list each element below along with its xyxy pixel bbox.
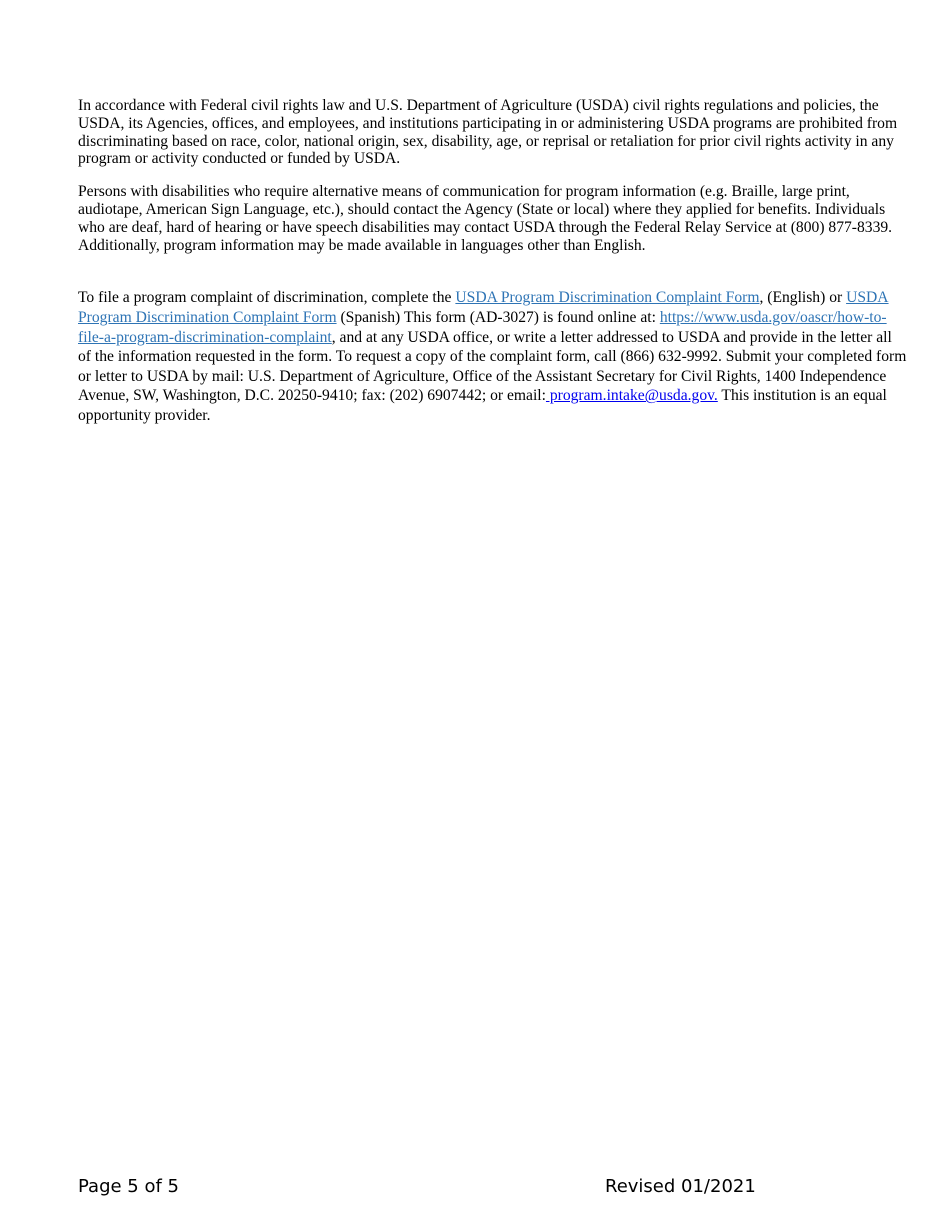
intake-email-link[interactable]: program.intake@usda.gov. — [545, 387, 718, 405]
complaint-form-spanish-link[interactable]: USDA Program Discrimination Complaint Form — [78, 289, 889, 326]
civil-rights-paragraph: In accordance with Federal civil rights law and U.S. Department of Agriculture (USDA) civil rights regulations and policies, the USDA, its Agencies, offices, and employees, and institutions participating in or administering USDA programs are prohibited from discriminating based on race, color, national origin, sex, disability, age, or reprisal or retaliation for prior civil rights activity in any program or activity conducted or funded by USDA. — [78, 97, 898, 168]
complaint-paragraph — [78, 288, 908, 425]
complaint-text-mail: , and at any USDA office, or write a letter addressed to USDA and provide in the letter all of the information requested in the form. To request a copy of the complaint form, call (866) 632-9992. Submit your completed form or letter to USDA by mail: U.S. Department of Agriculture, Office of the Assistant Secretary for Civil Rights, 1400 Independence Avenue, SW, Washington, D.C. 20250-9410; fax: (202) 6907442; or email: — [78, 328, 907, 405]
complaint-text-english: , (English) or — [759, 289, 847, 307]
complaint-text-online: (Spanish) This form (AD-3027) is found online at: — [336, 308, 660, 326]
revision-date: Revised 01/2021 — [605, 1176, 756, 1197]
complaint-form-english-link[interactable]: USDA Program Discrimination Complaint Form — [455, 289, 760, 307]
complaint-text-intro: To file a program complaint of discrimination, complete the — [78, 289, 456, 307]
page-number: Page 5 of 5 — [78, 1176, 179, 1197]
document-body — [78, 97, 908, 426]
complaint-text-closing: This institution is an equal opportunity provider. — [78, 387, 887, 424]
complaint-url-link[interactable]: https://www.usda.gov/oascr/how-to-file-a-program-discrimination-complaint — [78, 308, 887, 346]
page-footer — [78, 1176, 758, 1202]
accessibility-paragraph: Persons with disabilities who require alternative means of communication for program information (e.g. Braille, large print, audiotape, American Sign Language, etc.), should contact the Agency (State or local) where they applied for benefits. Individuals who are deaf, hard of hearing or have speech disabilities may contact USDA through the Federal Relay Service at (800) 877-8339. Additionally, program information may be made available in languages other than English. — [78, 183, 893, 254]
